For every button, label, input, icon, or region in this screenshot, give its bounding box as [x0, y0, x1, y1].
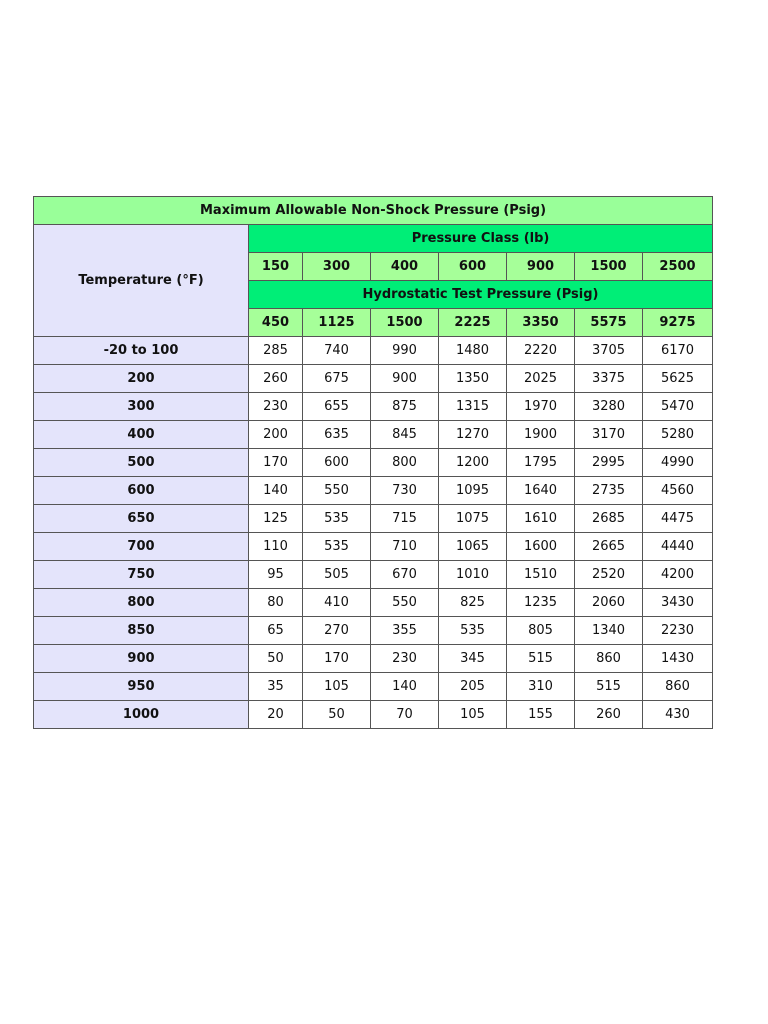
pressure-value-cell: 1610 [507, 505, 575, 533]
table-title: Maximum Allowable Non-Shock Pressure (Psig) [34, 197, 713, 225]
pressure-value-cell: 825 [439, 589, 507, 617]
table-row [34, 589, 713, 617]
pressure-value-cell: 1200 [439, 449, 507, 477]
temperature-cell: 850 [34, 617, 249, 645]
pressure-value-cell: 1010 [439, 561, 507, 589]
pressure-value-cell: 535 [439, 617, 507, 645]
pressure-value-cell: 875 [371, 393, 439, 421]
pressure-value-cell: 2735 [575, 477, 643, 505]
pressure-rating-table [33, 196, 713, 729]
pressure-value-cell: 550 [371, 589, 439, 617]
pressure-class-cell: 300 [303, 253, 371, 281]
pressure-value-cell: 990 [371, 337, 439, 365]
pressure-value-cell: 430 [643, 701, 713, 729]
pressure-value-cell: 1270 [439, 421, 507, 449]
temperature-cell: 900 [34, 645, 249, 673]
pressure-value-cell: 285 [249, 337, 303, 365]
pressure-value-cell: 715 [371, 505, 439, 533]
pressure-value-cell: 110 [249, 533, 303, 561]
pressure-value-cell: 2060 [575, 589, 643, 617]
pressure-value-cell: 730 [371, 477, 439, 505]
pressure-value-cell: 260 [249, 365, 303, 393]
pressure-value-cell: 70 [371, 701, 439, 729]
pressure-value-cell: 900 [371, 365, 439, 393]
pressure-value-cell: 2995 [575, 449, 643, 477]
table-row [34, 561, 713, 589]
hydrostatic-value-cell: 2225 [439, 309, 507, 337]
temperature-cell: 800 [34, 589, 249, 617]
pressure-value-cell: 505 [303, 561, 371, 589]
pressure-value-cell: 3375 [575, 365, 643, 393]
pressure-value-cell: 1430 [643, 645, 713, 673]
table-row [34, 645, 713, 673]
pressure-class-header-row [34, 225, 713, 253]
pressure-value-cell: 230 [249, 393, 303, 421]
pressure-class-cell: 1500 [575, 253, 643, 281]
pressure-value-cell: 65 [249, 617, 303, 645]
table-row [34, 701, 713, 729]
pressure-value-cell: 1600 [507, 533, 575, 561]
table-row [34, 533, 713, 561]
pressure-value-cell: 800 [371, 449, 439, 477]
pressure-value-cell: 6170 [643, 337, 713, 365]
pressure-value-cell: 105 [439, 701, 507, 729]
table-row [34, 337, 713, 365]
pressure-value-cell: 2665 [575, 533, 643, 561]
pressure-value-cell: 2685 [575, 505, 643, 533]
pressure-value-cell: 515 [575, 673, 643, 701]
pressure-value-cell: 3430 [643, 589, 713, 617]
pressure-value-cell: 1075 [439, 505, 507, 533]
pressure-value-cell: 670 [371, 561, 439, 589]
pressure-value-cell: 170 [249, 449, 303, 477]
hydrostatic-value-cell: 3350 [507, 309, 575, 337]
pressure-value-cell: 805 [507, 617, 575, 645]
temperature-cell: 300 [34, 393, 249, 421]
pressure-value-cell: 345 [439, 645, 507, 673]
pressure-value-cell: 635 [303, 421, 371, 449]
pressure-class-cell: 2500 [643, 253, 713, 281]
pressure-value-cell: 355 [371, 617, 439, 645]
pressure-value-cell: 1235 [507, 589, 575, 617]
pressure-value-cell: 5280 [643, 421, 713, 449]
pressure-value-cell: 1510 [507, 561, 575, 589]
pressure-value-cell: 1640 [507, 477, 575, 505]
pressure-value-cell: 1970 [507, 393, 575, 421]
pressure-value-cell: 35 [249, 673, 303, 701]
pressure-value-cell: 155 [507, 701, 575, 729]
pressure-value-cell: 2025 [507, 365, 575, 393]
hydrostatic-value-cell: 1125 [303, 309, 371, 337]
pressure-value-cell: 95 [249, 561, 303, 589]
pressure-value-cell: 1480 [439, 337, 507, 365]
table-row [34, 365, 713, 393]
pressure-value-cell: 2230 [643, 617, 713, 645]
pressure-value-cell: 50 [303, 701, 371, 729]
pressure-value-cell: 740 [303, 337, 371, 365]
table-row [34, 673, 713, 701]
pressure-value-cell: 205 [439, 673, 507, 701]
pressure-value-cell: 230 [371, 645, 439, 673]
hydrostatic-value-cell: 5575 [575, 309, 643, 337]
pressure-value-cell: 200 [249, 421, 303, 449]
pressure-value-cell: 4200 [643, 561, 713, 589]
temperature-cell: 400 [34, 421, 249, 449]
table-row [34, 505, 713, 533]
pressure-class-header: Pressure Class (lb) [249, 225, 713, 253]
pressure-value-cell: 3705 [575, 337, 643, 365]
hydrostatic-value-cell: 9275 [643, 309, 713, 337]
temperature-header: Temperature (°F) [34, 225, 249, 337]
table-row [34, 421, 713, 449]
pressure-value-cell: 535 [303, 533, 371, 561]
pressure-value-cell: 515 [507, 645, 575, 673]
table-row [34, 477, 713, 505]
pressure-value-cell: 2520 [575, 561, 643, 589]
pressure-value-cell: 675 [303, 365, 371, 393]
pressure-value-cell: 860 [575, 645, 643, 673]
pressure-value-cell: 4475 [643, 505, 713, 533]
pressure-class-cell: 900 [507, 253, 575, 281]
pressure-value-cell: 550 [303, 477, 371, 505]
pressure-class-cell: 600 [439, 253, 507, 281]
pressure-value-cell: 1900 [507, 421, 575, 449]
pressure-value-cell: 1340 [575, 617, 643, 645]
pressure-value-cell: 5625 [643, 365, 713, 393]
pressure-value-cell: 310 [507, 673, 575, 701]
hydrostatic-value-cell: 1500 [371, 309, 439, 337]
pressure-value-cell: 5470 [643, 393, 713, 421]
temperature-cell: 650 [34, 505, 249, 533]
temperature-cell: 700 [34, 533, 249, 561]
table-row [34, 449, 713, 477]
temperature-cell: 600 [34, 477, 249, 505]
pressure-value-cell: 50 [249, 645, 303, 673]
table-row [34, 393, 713, 421]
pressure-value-cell: 600 [303, 449, 371, 477]
pressure-value-cell: 710 [371, 533, 439, 561]
pressure-value-cell: 535 [303, 505, 371, 533]
pressure-value-cell: 20 [249, 701, 303, 729]
pressure-value-cell: 2220 [507, 337, 575, 365]
pressure-value-cell: 4560 [643, 477, 713, 505]
pressure-value-cell: 105 [303, 673, 371, 701]
pressure-value-cell: 1095 [439, 477, 507, 505]
table-row [34, 617, 713, 645]
hydrostatic-header: Hydrostatic Test Pressure (Psig) [249, 281, 713, 309]
temperature-cell: 500 [34, 449, 249, 477]
pressure-value-cell: 260 [575, 701, 643, 729]
pressure-value-cell: 4990 [643, 449, 713, 477]
pressure-value-cell: 140 [371, 673, 439, 701]
pressure-value-cell: 80 [249, 589, 303, 617]
pressure-value-cell: 1065 [439, 533, 507, 561]
pressure-value-cell: 1350 [439, 365, 507, 393]
pressure-value-cell: 410 [303, 589, 371, 617]
pressure-value-cell: 860 [643, 673, 713, 701]
pressure-value-cell: 1315 [439, 393, 507, 421]
temperature-cell: 950 [34, 673, 249, 701]
pressure-value-cell: 3280 [575, 393, 643, 421]
pressure-value-cell: 270 [303, 617, 371, 645]
hydrostatic-value-cell: 450 [249, 309, 303, 337]
pressure-value-cell: 655 [303, 393, 371, 421]
pressure-value-cell: 170 [303, 645, 371, 673]
temperature-cell: 750 [34, 561, 249, 589]
pressure-class-cell: 400 [371, 253, 439, 281]
temperature-cell: 200 [34, 365, 249, 393]
pressure-value-cell: 3170 [575, 421, 643, 449]
title-row [34, 197, 713, 225]
temperature-cell: 1000 [34, 701, 249, 729]
temperature-cell: -20 to 100 [34, 337, 249, 365]
pressure-value-cell: 140 [249, 477, 303, 505]
pressure-value-cell: 4440 [643, 533, 713, 561]
pressure-value-cell: 125 [249, 505, 303, 533]
pressure-value-cell: 1795 [507, 449, 575, 477]
pressure-value-cell: 845 [371, 421, 439, 449]
pressure-class-cell: 150 [249, 253, 303, 281]
